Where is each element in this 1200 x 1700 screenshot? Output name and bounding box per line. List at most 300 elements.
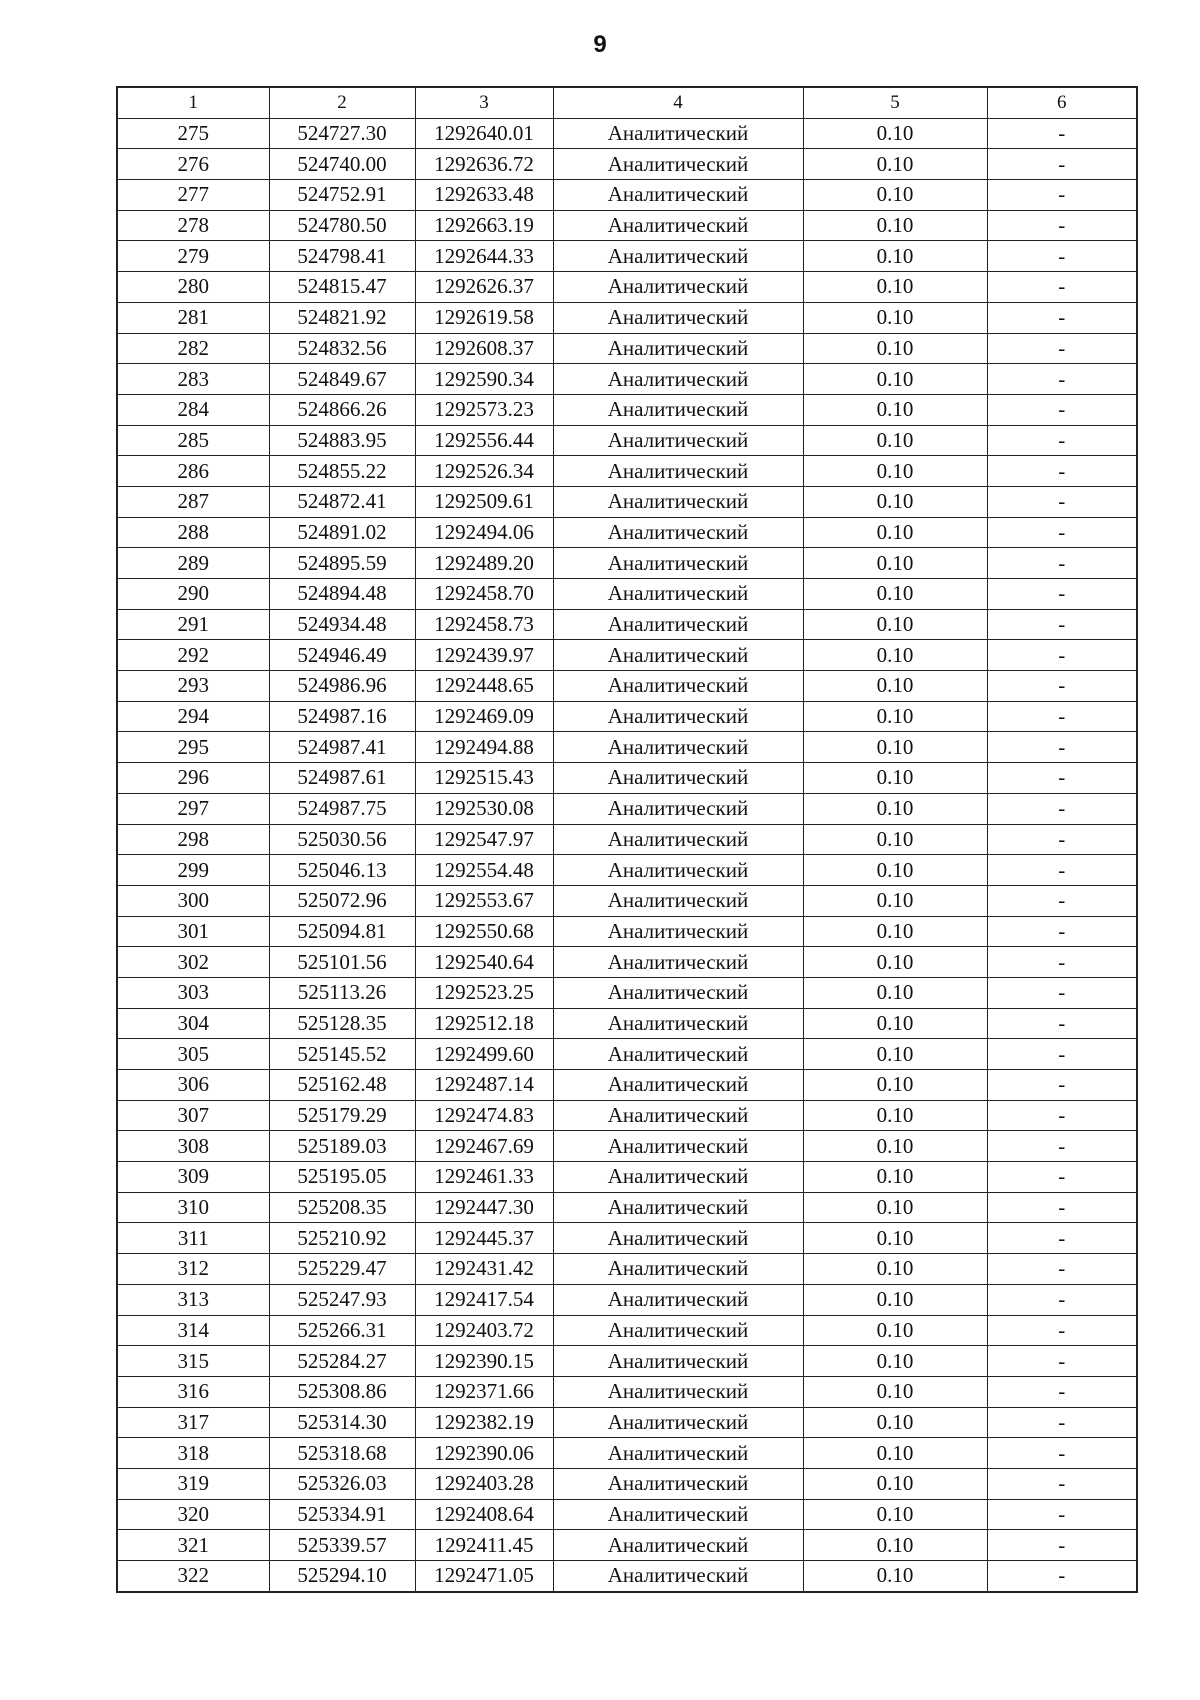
note-cell: - xyxy=(987,302,1137,333)
accuracy-cell: 0.10 xyxy=(803,1008,987,1039)
method-cell: Аналитический xyxy=(553,671,803,702)
method-cell: Аналитический xyxy=(553,1438,803,1469)
x-coordinate-cell: 524780.50 xyxy=(269,210,415,241)
column-header: 3 xyxy=(415,87,553,118)
method-cell: Аналитический xyxy=(553,1223,803,1254)
note-cell: - xyxy=(987,732,1137,763)
accuracy-cell: 0.10 xyxy=(803,1315,987,1346)
note-cell: - xyxy=(987,149,1137,180)
method-cell: Аналитический xyxy=(553,118,803,149)
x-coordinate-cell: 524883.95 xyxy=(269,425,415,456)
accuracy-cell: 0.10 xyxy=(803,333,987,364)
method-cell: Аналитический xyxy=(553,732,803,763)
y-coordinate-cell: 1292458.73 xyxy=(415,609,553,640)
note-cell: - xyxy=(987,1039,1137,1070)
method-cell: Аналитический xyxy=(553,1530,803,1561)
point-number-cell: 314 xyxy=(117,1315,269,1346)
method-cell: Аналитический xyxy=(553,394,803,425)
y-coordinate-cell: 1292636.72 xyxy=(415,149,553,180)
point-number-cell: 296 xyxy=(117,763,269,794)
note-cell: - xyxy=(987,272,1137,303)
x-coordinate-cell: 525284.27 xyxy=(269,1346,415,1377)
point-number-cell: 297 xyxy=(117,793,269,824)
y-coordinate-cell: 1292530.08 xyxy=(415,793,553,824)
point-number-cell: 310 xyxy=(117,1192,269,1223)
accuracy-cell: 0.10 xyxy=(803,763,987,794)
note-cell: - xyxy=(987,579,1137,610)
point-number-cell: 287 xyxy=(117,486,269,517)
y-coordinate-cell: 1292515.43 xyxy=(415,763,553,794)
point-number-cell: 289 xyxy=(117,548,269,579)
note-cell: - xyxy=(987,1162,1137,1193)
point-number-cell: 318 xyxy=(117,1438,269,1469)
table-row xyxy=(117,701,1137,732)
accuracy-cell: 0.10 xyxy=(803,456,987,487)
point-number-cell: 293 xyxy=(117,671,269,702)
x-coordinate-cell: 524895.59 xyxy=(269,548,415,579)
accuracy-cell: 0.10 xyxy=(803,302,987,333)
y-coordinate-cell: 1292553.67 xyxy=(415,885,553,916)
x-coordinate-cell: 525162.48 xyxy=(269,1070,415,1101)
y-coordinate-cell: 1292458.70 xyxy=(415,579,553,610)
x-coordinate-cell: 525334.91 xyxy=(269,1499,415,1530)
x-coordinate-cell: 525314.30 xyxy=(269,1407,415,1438)
table-row xyxy=(117,333,1137,364)
accuracy-cell: 0.10 xyxy=(803,793,987,824)
note-cell: - xyxy=(987,517,1137,548)
y-coordinate-cell: 1292403.28 xyxy=(415,1468,553,1499)
accuracy-cell: 0.10 xyxy=(803,1284,987,1315)
method-cell: Аналитический xyxy=(553,1162,803,1193)
point-number-cell: 299 xyxy=(117,855,269,886)
point-number-cell: 322 xyxy=(117,1561,269,1592)
table-row xyxy=(117,149,1137,180)
method-cell: Аналитический xyxy=(553,517,803,548)
point-number-cell: 275 xyxy=(117,118,269,149)
x-coordinate-cell: 525113.26 xyxy=(269,977,415,1008)
y-coordinate-cell: 1292411.45 xyxy=(415,1530,553,1561)
accuracy-cell: 0.10 xyxy=(803,118,987,149)
point-number-cell: 284 xyxy=(117,394,269,425)
point-number-cell: 280 xyxy=(117,272,269,303)
coordinates-table xyxy=(116,86,1138,1593)
y-coordinate-cell: 1292371.66 xyxy=(415,1376,553,1407)
method-cell: Аналитический xyxy=(553,1100,803,1131)
method-cell: Аналитический xyxy=(553,1131,803,1162)
accuracy-cell: 0.10 xyxy=(803,394,987,425)
y-coordinate-cell: 1292590.34 xyxy=(415,364,553,395)
method-cell: Аналитический xyxy=(553,1039,803,1070)
accuracy-cell: 0.10 xyxy=(803,1468,987,1499)
table-row xyxy=(117,824,1137,855)
note-cell: - xyxy=(987,1008,1137,1039)
point-number-cell: 288 xyxy=(117,517,269,548)
accuracy-cell: 0.10 xyxy=(803,1100,987,1131)
method-cell: Аналитический xyxy=(553,1346,803,1377)
accuracy-cell: 0.10 xyxy=(803,1561,987,1592)
note-cell: - xyxy=(987,855,1137,886)
method-cell: Аналитический xyxy=(553,579,803,610)
table-body xyxy=(117,118,1137,1592)
method-cell: Аналитический xyxy=(553,302,803,333)
table-row xyxy=(117,1530,1137,1561)
point-number-cell: 290 xyxy=(117,579,269,610)
method-cell: Аналитический xyxy=(553,333,803,364)
y-coordinate-cell: 1292494.88 xyxy=(415,732,553,763)
table-row xyxy=(117,272,1137,303)
x-coordinate-cell: 525229.47 xyxy=(269,1254,415,1285)
x-coordinate-cell: 524891.02 xyxy=(269,517,415,548)
point-number-cell: 301 xyxy=(117,916,269,947)
accuracy-cell: 0.10 xyxy=(803,579,987,610)
accuracy-cell: 0.10 xyxy=(803,1162,987,1193)
accuracy-cell: 0.10 xyxy=(803,1346,987,1377)
point-number-cell: 319 xyxy=(117,1468,269,1499)
y-coordinate-cell: 1292608.37 xyxy=(415,333,553,364)
table-row xyxy=(117,1070,1137,1101)
y-coordinate-cell: 1292509.61 xyxy=(415,486,553,517)
note-cell: - xyxy=(987,1315,1137,1346)
x-coordinate-cell: 525128.35 xyxy=(269,1008,415,1039)
point-number-cell: 292 xyxy=(117,640,269,671)
y-coordinate-cell: 1292489.20 xyxy=(415,548,553,579)
note-cell: - xyxy=(987,824,1137,855)
accuracy-cell: 0.10 xyxy=(803,180,987,211)
point-number-cell: 298 xyxy=(117,824,269,855)
note-cell: - xyxy=(987,1530,1137,1561)
accuracy-cell: 0.10 xyxy=(803,609,987,640)
table-row xyxy=(117,1223,1137,1254)
note-cell: - xyxy=(987,701,1137,732)
note-cell: - xyxy=(987,1407,1137,1438)
method-cell: Аналитический xyxy=(553,486,803,517)
x-coordinate-cell: 524866.26 xyxy=(269,394,415,425)
accuracy-cell: 0.10 xyxy=(803,671,987,702)
y-coordinate-cell: 1292640.01 xyxy=(415,118,553,149)
y-coordinate-cell: 1292494.06 xyxy=(415,517,553,548)
point-number-cell: 285 xyxy=(117,425,269,456)
method-cell: Аналитический xyxy=(553,272,803,303)
accuracy-cell: 0.10 xyxy=(803,1223,987,1254)
accuracy-cell: 0.10 xyxy=(803,517,987,548)
method-cell: Аналитический xyxy=(553,241,803,272)
method-cell: Аналитический xyxy=(553,1008,803,1039)
note-cell: - xyxy=(987,1346,1137,1377)
x-coordinate-cell: 525179.29 xyxy=(269,1100,415,1131)
note-cell: - xyxy=(987,977,1137,1008)
point-number-cell: 311 xyxy=(117,1223,269,1254)
point-number-cell: 300 xyxy=(117,885,269,916)
accuracy-cell: 0.10 xyxy=(803,947,987,978)
x-coordinate-cell: 525210.92 xyxy=(269,1223,415,1254)
column-header: 4 xyxy=(553,87,803,118)
point-number-cell: 315 xyxy=(117,1346,269,1377)
y-coordinate-cell: 1292540.64 xyxy=(415,947,553,978)
accuracy-cell: 0.10 xyxy=(803,885,987,916)
y-coordinate-cell: 1292663.19 xyxy=(415,210,553,241)
accuracy-cell: 0.10 xyxy=(803,210,987,241)
note-cell: - xyxy=(987,1499,1137,1530)
table-row xyxy=(117,609,1137,640)
x-coordinate-cell: 524821.92 xyxy=(269,302,415,333)
y-coordinate-cell: 1292644.33 xyxy=(415,241,553,272)
y-coordinate-cell: 1292550.68 xyxy=(415,916,553,947)
table-row xyxy=(117,1254,1137,1285)
x-coordinate-cell: 524872.41 xyxy=(269,486,415,517)
x-coordinate-cell: 524832.56 xyxy=(269,333,415,364)
y-coordinate-cell: 1292408.64 xyxy=(415,1499,553,1530)
method-cell: Аналитический xyxy=(553,977,803,1008)
x-coordinate-cell: 525030.56 xyxy=(269,824,415,855)
accuracy-cell: 0.10 xyxy=(803,977,987,1008)
x-coordinate-cell: 524987.16 xyxy=(269,701,415,732)
accuracy-cell: 0.10 xyxy=(803,916,987,947)
table-row xyxy=(117,885,1137,916)
point-number-cell: 305 xyxy=(117,1039,269,1070)
point-number-cell: 316 xyxy=(117,1376,269,1407)
table-row xyxy=(117,364,1137,395)
accuracy-cell: 0.10 xyxy=(803,486,987,517)
accuracy-cell: 0.10 xyxy=(803,149,987,180)
table-header-row xyxy=(117,87,1137,118)
point-number-cell: 303 xyxy=(117,977,269,1008)
accuracy-cell: 0.10 xyxy=(803,425,987,456)
point-number-cell: 308 xyxy=(117,1131,269,1162)
method-cell: Аналитический xyxy=(553,1376,803,1407)
y-coordinate-cell: 1292573.23 xyxy=(415,394,553,425)
method-cell: Аналитический xyxy=(553,640,803,671)
table-row xyxy=(117,1499,1137,1530)
method-cell: Аналитический xyxy=(553,1070,803,1101)
table-row xyxy=(117,1438,1137,1469)
note-cell: - xyxy=(987,763,1137,794)
point-number-cell: 304 xyxy=(117,1008,269,1039)
point-number-cell: 302 xyxy=(117,947,269,978)
table-row xyxy=(117,1008,1137,1039)
accuracy-cell: 0.10 xyxy=(803,855,987,886)
x-coordinate-cell: 524894.48 xyxy=(269,579,415,610)
note-cell: - xyxy=(987,241,1137,272)
table-row xyxy=(117,855,1137,886)
accuracy-cell: 0.10 xyxy=(803,824,987,855)
point-number-cell: 312 xyxy=(117,1254,269,1285)
point-number-cell: 306 xyxy=(117,1070,269,1101)
page-number: 9 xyxy=(593,31,607,58)
method-cell: Аналитический xyxy=(553,456,803,487)
x-coordinate-cell: 524934.48 xyxy=(269,609,415,640)
y-coordinate-cell: 1292403.72 xyxy=(415,1315,553,1346)
note-cell: - xyxy=(987,548,1137,579)
x-coordinate-cell: 525072.96 xyxy=(269,885,415,916)
note-cell: - xyxy=(987,793,1137,824)
x-coordinate-cell: 524815.47 xyxy=(269,272,415,303)
table-row xyxy=(117,916,1137,947)
y-coordinate-cell: 1292626.37 xyxy=(415,272,553,303)
method-cell: Аналитический xyxy=(553,180,803,211)
method-cell: Аналитический xyxy=(553,1561,803,1592)
y-coordinate-cell: 1292417.54 xyxy=(415,1284,553,1315)
table-row xyxy=(117,1131,1137,1162)
note-cell: - xyxy=(987,1561,1137,1592)
accuracy-cell: 0.10 xyxy=(803,1376,987,1407)
point-number-cell: 313 xyxy=(117,1284,269,1315)
point-number-cell: 317 xyxy=(117,1407,269,1438)
accuracy-cell: 0.10 xyxy=(803,1070,987,1101)
note-cell: - xyxy=(987,640,1137,671)
table-row xyxy=(117,394,1137,425)
note-cell: - xyxy=(987,1438,1137,1469)
note-cell: - xyxy=(987,1254,1137,1285)
accuracy-cell: 0.10 xyxy=(803,1254,987,1285)
point-number-cell: 320 xyxy=(117,1499,269,1530)
note-cell: - xyxy=(987,1284,1137,1315)
y-coordinate-cell: 1292447.30 xyxy=(415,1192,553,1223)
method-cell: Аналитический xyxy=(553,885,803,916)
note-cell: - xyxy=(987,333,1137,364)
accuracy-cell: 0.10 xyxy=(803,1438,987,1469)
x-coordinate-cell: 524946.49 xyxy=(269,640,415,671)
method-cell: Аналитический xyxy=(553,763,803,794)
y-coordinate-cell: 1292439.97 xyxy=(415,640,553,671)
x-coordinate-cell: 524752.91 xyxy=(269,180,415,211)
method-cell: Аналитический xyxy=(553,149,803,180)
note-cell: - xyxy=(987,394,1137,425)
table-row xyxy=(117,1346,1137,1377)
y-coordinate-cell: 1292467.69 xyxy=(415,1131,553,1162)
y-coordinate-cell: 1292382.19 xyxy=(415,1407,553,1438)
y-coordinate-cell: 1292523.25 xyxy=(415,977,553,1008)
y-coordinate-cell: 1292448.65 xyxy=(415,671,553,702)
table-row xyxy=(117,302,1137,333)
table-row xyxy=(117,671,1137,702)
y-coordinate-cell: 1292487.14 xyxy=(415,1070,553,1101)
method-cell: Аналитический xyxy=(553,609,803,640)
y-coordinate-cell: 1292390.06 xyxy=(415,1438,553,1469)
note-cell: - xyxy=(987,364,1137,395)
y-coordinate-cell: 1292499.60 xyxy=(415,1039,553,1070)
point-number-cell: 281 xyxy=(117,302,269,333)
point-number-cell: 283 xyxy=(117,364,269,395)
point-number-cell: 286 xyxy=(117,456,269,487)
point-number-cell: 291 xyxy=(117,609,269,640)
accuracy-cell: 0.10 xyxy=(803,1530,987,1561)
method-cell: Аналитический xyxy=(553,824,803,855)
x-coordinate-cell: 524986.96 xyxy=(269,671,415,702)
point-number-cell: 294 xyxy=(117,701,269,732)
point-number-cell: 295 xyxy=(117,732,269,763)
table-row xyxy=(117,548,1137,579)
method-cell: Аналитический xyxy=(553,1315,803,1346)
note-cell: - xyxy=(987,180,1137,211)
accuracy-cell: 0.10 xyxy=(803,732,987,763)
y-coordinate-cell: 1292512.18 xyxy=(415,1008,553,1039)
point-number-cell: 277 xyxy=(117,180,269,211)
accuracy-cell: 0.10 xyxy=(803,1192,987,1223)
x-coordinate-cell: 525145.52 xyxy=(269,1039,415,1070)
table-row xyxy=(117,1284,1137,1315)
note-cell: - xyxy=(987,885,1137,916)
x-coordinate-cell: 524849.67 xyxy=(269,364,415,395)
y-coordinate-cell: 1292445.37 xyxy=(415,1223,553,1254)
table-row xyxy=(117,1376,1137,1407)
accuracy-cell: 0.10 xyxy=(803,364,987,395)
x-coordinate-cell: 525195.05 xyxy=(269,1162,415,1193)
column-header: 6 xyxy=(987,87,1137,118)
method-cell: Аналитический xyxy=(553,1254,803,1285)
method-cell: Аналитический xyxy=(553,548,803,579)
y-coordinate-cell: 1292547.97 xyxy=(415,824,553,855)
method-cell: Аналитический xyxy=(553,947,803,978)
x-coordinate-cell: 525318.68 xyxy=(269,1438,415,1469)
accuracy-cell: 0.10 xyxy=(803,1039,987,1070)
y-coordinate-cell: 1292390.15 xyxy=(415,1346,553,1377)
y-coordinate-cell: 1292461.33 xyxy=(415,1162,553,1193)
note-cell: - xyxy=(987,118,1137,149)
note-cell: - xyxy=(987,671,1137,702)
y-coordinate-cell: 1292469.09 xyxy=(415,701,553,732)
column-header: 5 xyxy=(803,87,987,118)
table-row xyxy=(117,732,1137,763)
x-coordinate-cell: 525308.86 xyxy=(269,1376,415,1407)
table-row xyxy=(117,425,1137,456)
method-cell: Аналитический xyxy=(553,701,803,732)
note-cell: - xyxy=(987,210,1137,241)
x-coordinate-cell: 525046.13 xyxy=(269,855,415,886)
y-coordinate-cell: 1292471.05 xyxy=(415,1561,553,1592)
method-cell: Аналитический xyxy=(553,1468,803,1499)
point-number-cell: 321 xyxy=(117,1530,269,1561)
y-coordinate-cell: 1292633.48 xyxy=(415,180,553,211)
accuracy-cell: 0.10 xyxy=(803,241,987,272)
table-row xyxy=(117,1162,1137,1193)
accuracy-cell: 0.10 xyxy=(803,272,987,303)
table-row xyxy=(117,947,1137,978)
x-coordinate-cell: 525266.31 xyxy=(269,1315,415,1346)
accuracy-cell: 0.10 xyxy=(803,1131,987,1162)
x-coordinate-cell: 525101.56 xyxy=(269,947,415,978)
note-cell: - xyxy=(987,1376,1137,1407)
note-cell: - xyxy=(987,609,1137,640)
table-row xyxy=(117,486,1137,517)
y-coordinate-cell: 1292526.34 xyxy=(415,456,553,487)
method-cell: Аналитический xyxy=(553,364,803,395)
method-cell: Аналитический xyxy=(553,793,803,824)
x-coordinate-cell: 525339.57 xyxy=(269,1530,415,1561)
note-cell: - xyxy=(987,1100,1137,1131)
table-row xyxy=(117,1407,1137,1438)
table-row xyxy=(117,180,1137,211)
method-cell: Аналитический xyxy=(553,1284,803,1315)
method-cell: Аналитический xyxy=(553,425,803,456)
point-number-cell: 307 xyxy=(117,1100,269,1131)
method-cell: Аналитический xyxy=(553,1192,803,1223)
note-cell: - xyxy=(987,425,1137,456)
note-cell: - xyxy=(987,486,1137,517)
table-row xyxy=(117,579,1137,610)
table-row xyxy=(117,210,1137,241)
point-number-cell: 278 xyxy=(117,210,269,241)
table-row xyxy=(117,456,1137,487)
table-row xyxy=(117,1468,1137,1499)
table-row xyxy=(117,1192,1137,1223)
point-number-cell: 309 xyxy=(117,1162,269,1193)
x-coordinate-cell: 524987.75 xyxy=(269,793,415,824)
x-coordinate-cell: 524987.41 xyxy=(269,732,415,763)
note-cell: - xyxy=(987,456,1137,487)
table-row xyxy=(117,118,1137,149)
accuracy-cell: 0.10 xyxy=(803,1407,987,1438)
y-coordinate-cell: 1292556.44 xyxy=(415,425,553,456)
